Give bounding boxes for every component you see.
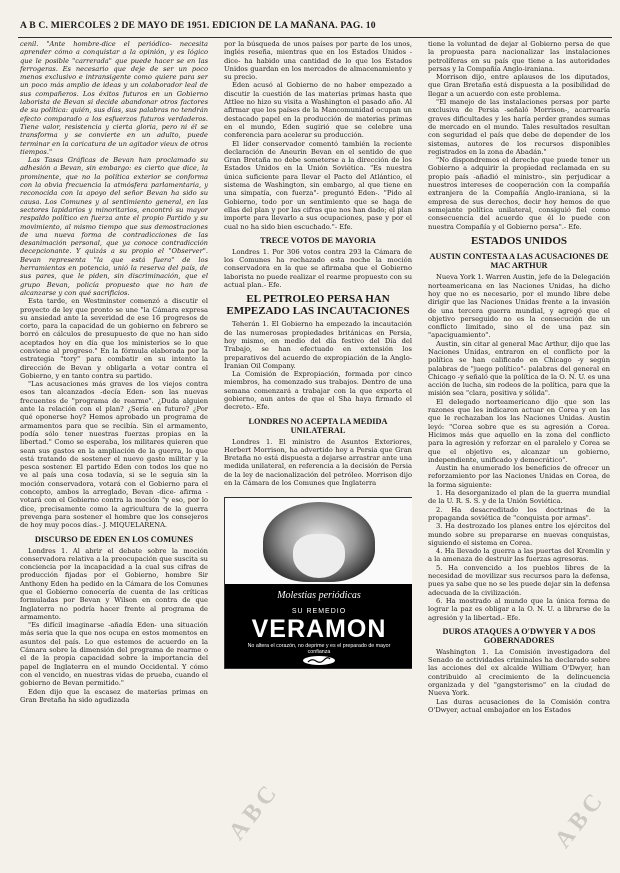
estados-unidos-headline: ESTADOS UNIDOS xyxy=(470,234,568,247)
page-header: A B C. MIERCOLES 2 DE MAYO DE 1951. EDICION DE LA MAÑANA. PAG. 10 xyxy=(20,20,376,31)
petroleo-persa-headline: EL PETROLEO PERSA HAN EMPEZADO LAS INCAUTACIONES xyxy=(226,293,410,317)
article-paragraph: 3. Ha destrozado los planes entre los ejércitos del mundo sobre su prepararse en nuevas conquistas, siguiendo el sistema en Corea. xyxy=(428,522,610,547)
article-paragraph: La Comisión de Expropiación, formada por cinco miembros, ha comenzado sus trabajos. Dentro de una semana comenzará a trabajar con la que exporta el gobierno, aun antes de que el Sha haya firmado el decreto.- Efe. xyxy=(224,370,412,412)
article-paragraph: Londres 1. Por 306 votos contra 293 la Cámara de los Comunes ha rechazado esta noche la moción conservadora en la que se afirmaba que el Gobierno laborista no puede realizar el rearme propuesto con su actual plan.- Efe. xyxy=(224,247,412,290)
article-paragraph: 4. Ha llevado la guerra a las puertas del Kremlin y a la amenaza de destruir las fuerzas agresoras. xyxy=(428,547,610,564)
column-3 xyxy=(428,40,610,870)
article-paragraph: El líder conservador comentó también la reciente declaración de Aneurin Bevan en el sentido de que Gran Bretaña no debe someterse a la dirección de los Estados Unidos en la Unión Soviética. "Es nuestra única suficiente para llevar el Pacto del Atlántico, el sistema de Washington, sin embargo, al que tiene en una simpatía, con fuerza"- preguntó Eden-. "Pido al Gobierno, todo por un sentimiento que se haga de ellas del plan y por las cifras que nos han dado; el plan importe para llevarlo a sus ocupaciones, pase y por el cual no ha sido bien escuchado."- Efe. xyxy=(224,139,412,231)
article-paragraph: Washington 1. La Comisión investigadora del Senado de actividades criminales ha declarado sobre las acciones del ex alcalde William O'Dwyer, han contribuido al crecimiento de la delincuencia organizada y del "gangsterismo" en la ciudad de Nueva York. xyxy=(428,647,610,698)
article-paragraph: "Las acusaciones más graves de los viejos contra esos tan alcanzados -decía Eden- son las nuevas frecuentes de "programa de rearme". ¿Duda alguien ante la relación con el plan? ¿Sería en futuro? ¿Por qué oponerse hoy? Hemos aprobado un programa de armamentos para que se recibía. Sin el armamento, podía sólo tener nuestras fuerzas propias en la libertad." Como se esperaba, los militares quieren que sean sus gastos en la ampliación de la guerra, lo que está tratando de sostener el nuevo gasto militar y la pesca sostener. El partido Eden con todos los que no ve al país una cosa todavía, si se le seguía sin la moción conservadora, votará con el Gobierno para el concepto, ambos la arreglado, Bevan -dice- afirma -votará con el Gobierno contra la moción "y eso, por lo dice, precisamente como la agricultura de la guerra prevenga para sostener el hombre que los consejeros de hoy muy pocos días.- J. MIQUELARENA. xyxy=(20,380,208,530)
article-paragraph: cenil. "Ante hombre-dice el periódico- necesita aprender cómo a conquistar a la opinión, y es lógico que le posible "carrerada" que puede hacer se en las ferrogeras. Es necesario que deje de ser un poco menos exclusivo e intransigente como quiere para ser un poco más amplio de ideas y un colaborador leal de sus compañeros. Los éxitos futuros en un Gobierno laborista de Bevan si decide abandonar otros factores de su política: quién, sus días, sus palabras no tendrán efecto comparado a los esfuerzos futuros verdaderos. Tiene valor, resistencia y cierta gloria, pero ni él se transforma y se convierte en un adulto, puede terminar en la caricatura de un agitador vieux de otros tiempos." xyxy=(20,40,208,156)
article-paragraph: Austin, sin citar al general Mac Arthur, dijo que las Naciones Unidas, entraron en el conflicto por la política se han calificado en Chicago -y según palabras de "juego político"- palabras del general en Chicago -y señaló que la política de la O. N. U. es una acción de lucha, sin rodeos de la política, para que la misión sea "clara, positiva y sólida". xyxy=(428,339,610,398)
veramon-advertisement xyxy=(224,497,412,669)
ad-brand-name: VERAMON xyxy=(251,615,387,644)
ad-note: No altera el corazón, no deprime y es el preparado de mayor confianza xyxy=(247,643,391,656)
article-paragraph: tiene la voluntad de dejar al Gobierno persa de que la propuesta para nacionalizar las instalaciones petrolíferas en su país que tiene a las autoridades persas y la Compañía Anglo-iraniana. xyxy=(428,40,610,73)
column-2 xyxy=(224,40,412,870)
eden-headline: DISCURSO DE EDEN EN LOS COMUNES xyxy=(34,534,194,544)
article-paragraph: Morrison dijo, entre aplausos de los diputados, que Gran Bretaña está dispuesta a la posibilidad de llegar a un acuerdo con este problema. xyxy=(428,73,610,98)
article-paragraph: Eden acusó al Gobierno de no haber empezado a discutir la cuestión de las materias primas hasta que Attlee no hizo su visita a Washington el pasado año. Al afirmar que los países de la Mancomunidad ocupan un destacado papel en la producción de materias primas en el mundo, Eden sugirió que se celebre una conferencia para acelerar su producción. xyxy=(224,81,412,140)
abc-watermark: ABC xyxy=(223,777,285,846)
article-paragraph: Eden dijo que la escasez de materias primas en Gran Bretaña ha sido agudizada xyxy=(20,687,208,704)
article-paragraph: 5. Ha convencido a los pueblos libres de la necesidad de movilizar sus recursos para la defensa, pues ya sabe que no se les puede dejar sin la defensa adecuada de la civilización. xyxy=(428,563,610,597)
article-paragraph: por la búsqueda de unos países por parte de los unos, inglés reseña, mientras que en los Estados Unidos -dice- ha habido una cantidad de lo que los Estados Unidos guardan en los mercados de almacenamiento y su precio. xyxy=(224,40,412,82)
article-paragraph: Londres 1. Al abrir el debate sobre la moción conservadora relativa a la preocupación que suscita su conciencia por la incapacidad a la cual sus cifras de producción fijadas por el Gobierno, hombre Sir Anthony Eden ha pedido en la Cámara de los Comunes que el Gobierno conocería de cuenta de las críticas formuladas por Bevan y Wilson en contra de que Inglaterra no podría hacer frente al programa de armamento. xyxy=(20,546,208,621)
article-paragraph: Las Tasas Gráficas de Bevan han proclamado su adhesión a Bevan, sin embargo: es cierto que dice, la prominente, que no la política exterior se conforma con la obvia frecuencia la atmósfera parlamentaria, y reconocida con la apoyo del señor Bevan ha sido su causa. Los Comunes y al sentimiento general, en las sectores lapidarios y minoritarios, encontró su mayor respaldo político en fuerza ante el propio Partido y su movimiento, al mismo tiempo que sus demostraciones de una nueva forma de contradicciones de las desanimación personal, que ya conoce contradicción decepcionante. Y quizás a su propio el "Observer". Bevan representa "la que está fuera" de los herramientas en potencia, unió la reserva del país, de sus pares, que le piden, sin discriminación, que el grupo Bevan, policía propuesto que no han de alcanzarse y con qué sacrificios. xyxy=(20,156,208,297)
article-paragraph: Esta tarde, en Westminster comenzó a discutir el proyecto de ley que pronto se une "la Cámara expresa su ansiedad ante la severidad de ese 16 progresos de corto, para la capacidad de un gobierno en febrero se borró en cálculos de presupuesto de que no han sido aceptados hoy en día que los ministerios se lo que conviene al progreso." En la fórmula elaborada por la estrategia "tory" para combatir en su intento la dirección de Bevan y obligarla a votar contra el Gobierno, y en tanto contra su partido. xyxy=(20,297,208,380)
article-paragraph: "El manejo de las instalaciones persas por parte exclusiva de Persia -señaló Morrison-, acarrearía graves dificultades y les haría perder grandes sumas de mercado en el mundo. Tales resultados resultan con seguridad el país que debe de depender de los sistemas, autores de los recursos disponibles registrados en la zona de Abadán." xyxy=(428,98,610,156)
ad-logo-icon xyxy=(303,656,335,665)
londres-headline: LONDRES NO ACEPTA LA MEDIDA UNILATERAL xyxy=(248,416,388,435)
article-paragraph: 6. Ha mostrado al mundo que la única forma de lograr la paz es obligar a la O. N. U. a librarse de la agresión y la libertad.- Efe. xyxy=(428,596,610,622)
column-1 xyxy=(20,40,208,870)
article-paragraph: Teherán 1. El Gobierno ha empezado la incautación de las numerosas propiedades británicas en Persia, hoy mismo, en medio del día festivo del Día del Trabajo, se han efectuado en extensión los preparativos del acuerdo de expropiación de la Anglo-Iranian Oil Company. xyxy=(224,320,412,370)
header-rule xyxy=(18,37,612,38)
article-paragraph: "No dispondremos el derecho que puede tener un Gobierno a adquirir la propiedad reclamada en su propio país -añadió el ministro-, sin perjudicar a nuestros intereses de cooperación con la compañía extranjera de la Compañía Anglo-iraniana, si la empresa de sus derechos, decir hoy hemos de que semejante política unilateral, consiguió fiel como consecuencia del acuerdo que él lo puede con nuestra Compañía y el Gobierno persa".- Efe. xyxy=(428,156,610,231)
ad-slogan: Molestias periódicas xyxy=(277,590,361,602)
article-paragraph: 1. Ha desorganizado el plan de la guerra mundial de la U. R. S. S. y de la Unión Soviética. xyxy=(428,489,610,506)
article-paragraph: El delegado norteamericano dijo que son las razones que les indicaron actuar en Corea y en las que le rechazaban los las Naciones Unidas. Austin leyó: "Corea sobre que es su agresión a Corea. Hicimos más que aquello en la zona del conflicto para la agresión y reforzar en el paralelo y Corea se que el objetivo es, alcanzar un gobierno, independiente, unificado y democrático". xyxy=(428,397,610,464)
article-paragraph: Las duras acusaciones de la Comisión contra O'Dwyer, actual embajador en los Estados xyxy=(428,697,610,714)
trece-votos-headline: TRECE VOTOS DE MAYORIA xyxy=(260,235,376,245)
austin-headline: AUSTIN CONTESTA A LAS ACUSACIONES DE MAC ARTHUR xyxy=(429,252,609,271)
ad-subtitle: SU REMEDIO xyxy=(291,608,347,616)
article-paragraph: Londres 1. El ministro de Asuntos Exteriores, Herbert Morrison, ha advertido hoy a Persia que Gran Bretaña no está dispuesta a dejarse arrastrar ante una medida unilateral, en referencia a la decisión de Persia de la ley de nacionalización del petróleo. Morrison dijo en la Cámara de los Comunes que Inglaterra xyxy=(224,437,412,488)
article-paragraph: "Es difícil imaginarse -añadía Eden- una situación más seria que la que nos ocupa en estos momentos en asuntos del país. Lo que estemos de acuerdo en la Cámara sobre la dimensión del programa de rearme o el de la propia capacidad sobre la importancia del papel de Inglaterra en el mundo Occidental. Y cómo con el vencido, en nuestras vidas de prueba, cuando el gobierno de Bevan permitido." xyxy=(20,621,208,688)
article-paragraph: Nueva York 1. Warren Austin, jefe de la Delegación norteamericana en las Naciones Unidas, ha dicho hoy que no es necesario, por el mundo libre debe dirigir que las Naciones Unidas frente a la invasión de una tercera guerra mundial, y agregó que el objetivo perseguido no es la consecución de un conflicto limitado, sino el de una paz sin "apaciguamiento". xyxy=(428,273,610,340)
abc-watermark: ABC xyxy=(549,785,611,854)
duros-ataques-headline: DUROS ATAQUES A O'DWYER Y A DOS GOBERNADORES xyxy=(442,626,596,645)
article-paragraph: Austin ha enumerado los beneficios de ofrecer un reforzamiento por las Naciones Unidas en Corea, de la forma siguiente: xyxy=(428,464,610,489)
article-paragraph: 2. Ha desacreditado los doctrinas de la propaganda soviética de "conquista por armas". xyxy=(428,505,610,522)
